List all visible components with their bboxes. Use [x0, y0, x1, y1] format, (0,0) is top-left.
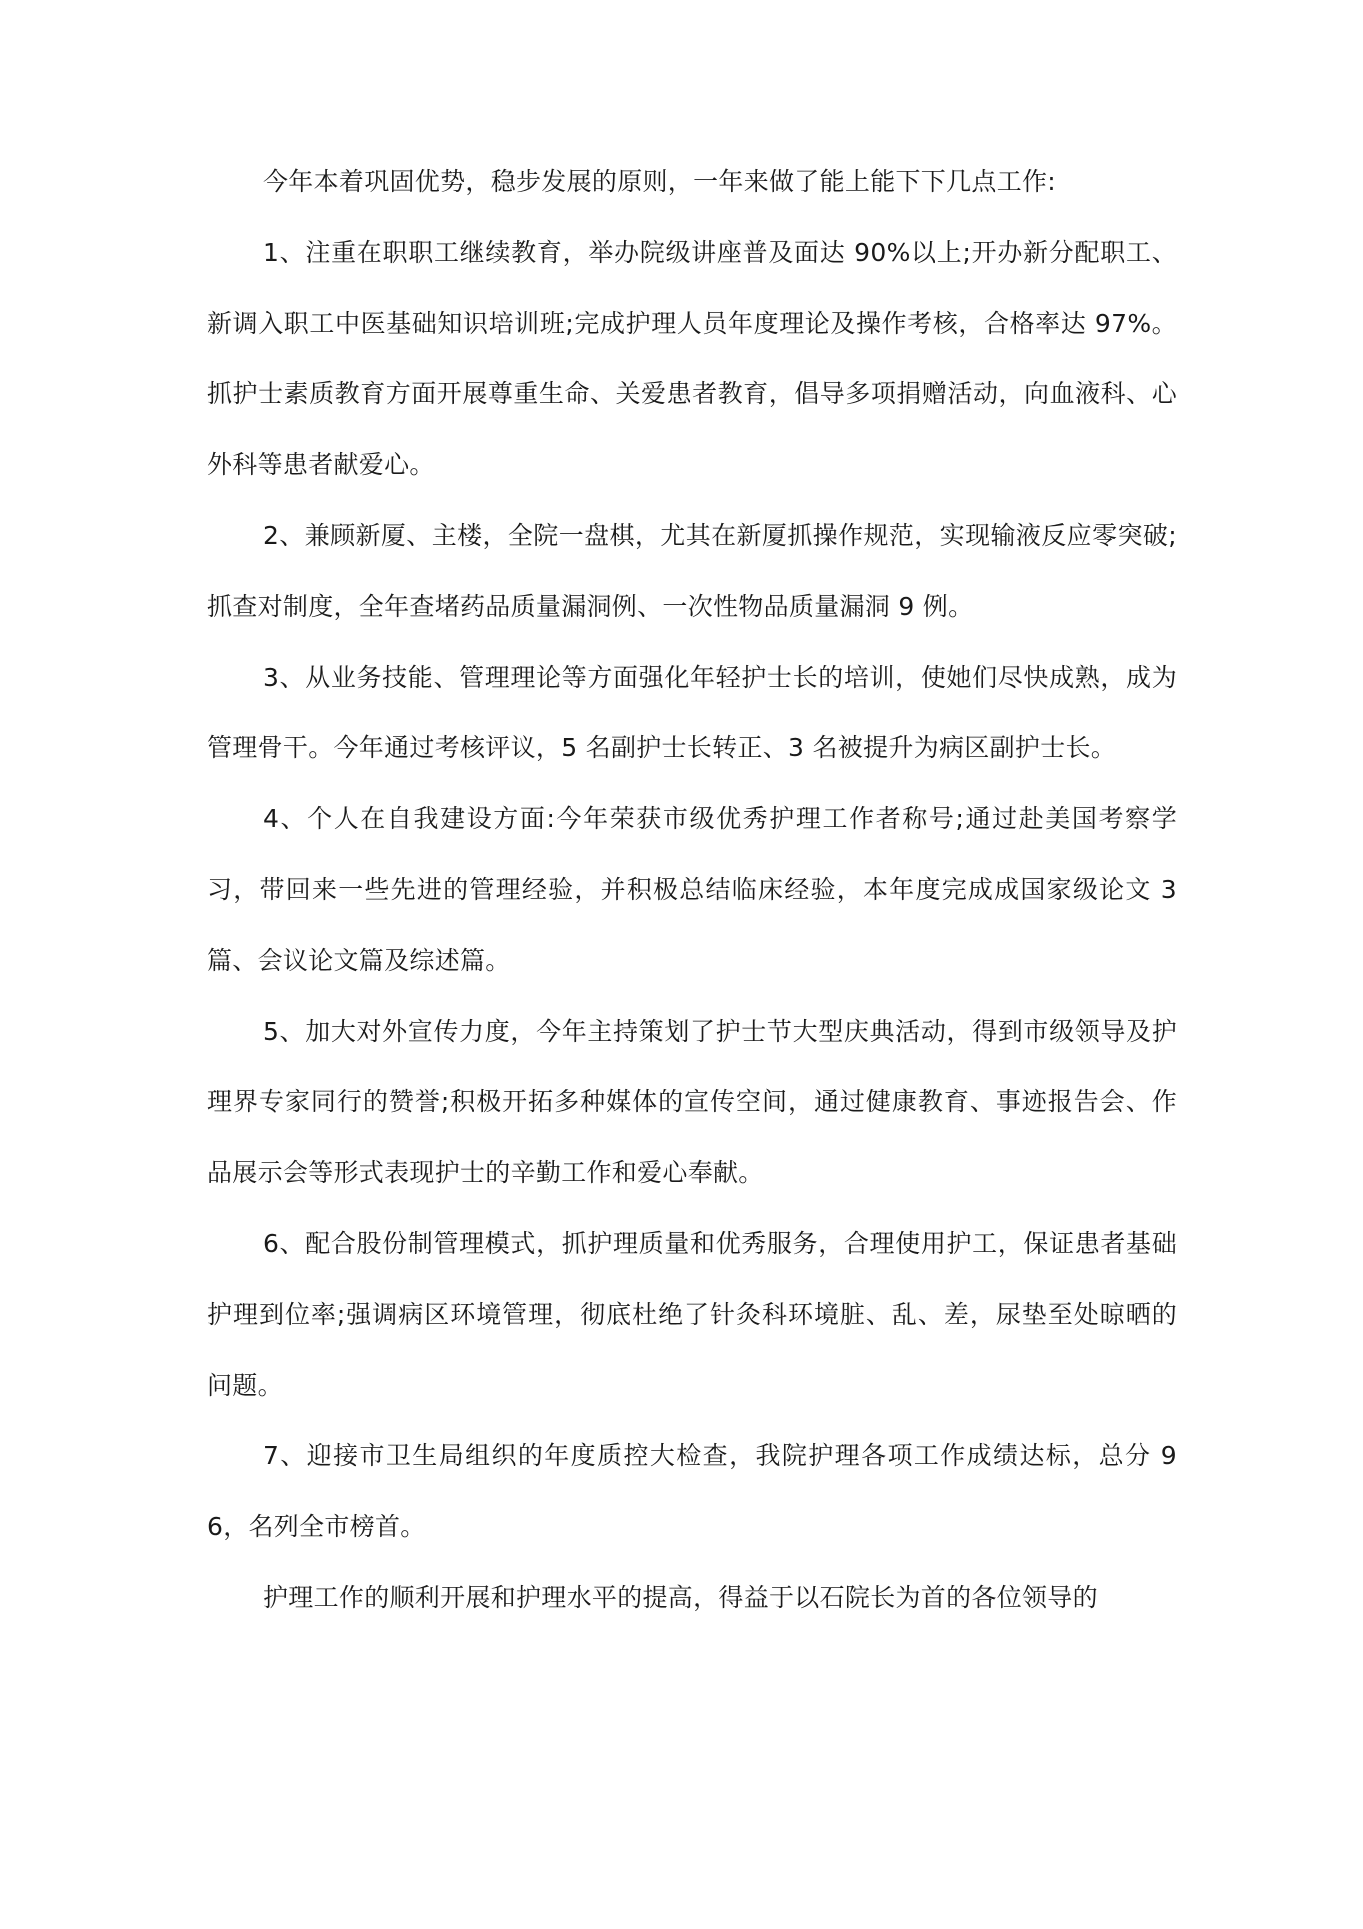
paragraph-item-6: 6、配合股份制管理模式，抓护理质量和优秀服务，合理使用护工，保证患者基础护理到位率;强调病区环境管理，彻底杜绝了针灸科环境脏、乱、差，尿垫至处晾晒的问题。: [207, 1228, 1177, 1400]
paragraph-intro: 今年本着巩固优势，稳步发展的原则，一年来做了能上能下下几点工作:: [263, 167, 1057, 196]
paragraph-item-2: 2、兼顾新厦、主楼，全院一盘棋，尤其在新厦抓操作规范，实现输液反应零突破;抓查对制度，全年查堵药品质量漏洞例、一次性物品质量漏洞 9 例。: [207, 520, 1177, 621]
document-body: [207, 147, 1177, 1634]
paragraph-item-7: 7、迎接市卫生局组织的年度质控大检查，我院护理各项工作成绩达标，总分 96，名列全市榜首。: [207, 1441, 1177, 1542]
paragraph-item-4: 4、个人在自我建设方面:今年荣获市级优秀护理工作者称号;通过赴美国考察学习，带回来一些先进的管理经验，并积极总结临床经验，本年度完成成国家级论文 3 篇、会议论文篇及综述篇。: [207, 804, 1177, 975]
paragraph-item-5: 5、加大对外宣传力度，今年主持策划了护士节大型庆典活动，得到市级领导及护理界专家同行的赞誉;积极开拓多种媒体的宣传空间，通过健康教育、事迹报告会、作品展示会等形式表现护士的辛勤工作和爱心奉献。: [207, 1016, 1177, 1188]
paragraph-closing: 护理工作的顺利开展和护理水平的提高，得益于以石院长为首的各位领导的: [263, 1582, 1098, 1612]
paragraph-item-1: 1、注重在职职工继续教育，举办院级讲座普及面达 90%以上;开办新分配职工、新调入职工中医基础知识培训班;完成护理人员年度理论及操作考核，合格率达 97%。抓护士素质教育方面开展尊重生命、关爱患者教育，倡导多项捐赠活动，向血液科、心外科等患者献爱心。: [207, 237, 1177, 480]
paragraph-item-3: 3、从业务技能、管理理论等方面强化年轻护士长的培训，使她们尽快成熟，成为管理骨干。今年通过考核评议，5 名副护士长转正、3 名被提升为病区副护士长。: [207, 662, 1177, 763]
